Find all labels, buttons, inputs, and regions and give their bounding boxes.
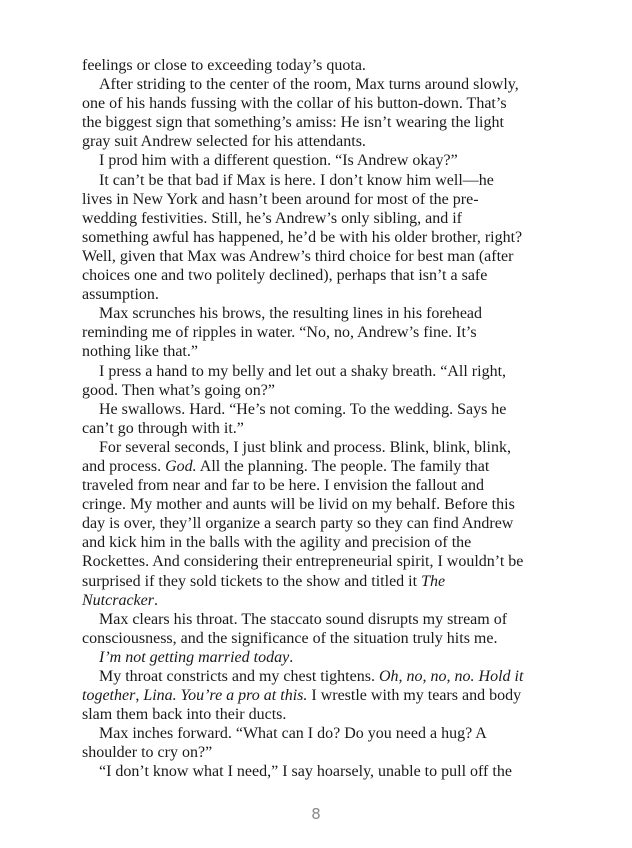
text-segment: gray suit Andrew selected for his attendants. — [82, 133, 366, 151]
text-line — [82, 743, 562, 762]
text-line — [82, 381, 562, 400]
text-line — [82, 514, 562, 533]
text-line — [82, 629, 562, 648]
text-line — [82, 266, 562, 285]
text-segment: lives in New York and hasn’t been around for most of the pre- — [82, 190, 479, 208]
text-line — [82, 610, 562, 629]
text-segment: , — [135, 687, 144, 705]
text-line — [82, 552, 562, 571]
text-segment: choices one and two politely declined), perhaps that isn’t a safe — [82, 267, 488, 285]
text-segment: He swallows. Hard. “He’s not coming. To the wedding. Says he — [99, 400, 507, 418]
text-line — [82, 56, 562, 75]
text-segment: After striding to the center of the room, Max turns around slowly, — [99, 76, 519, 94]
text-segment: slam them back into their ducts. — [82, 706, 287, 724]
text-line — [82, 572, 562, 591]
text-line — [82, 113, 562, 132]
text-line — [82, 94, 562, 113]
text-segment: shoulder to cry on?” — [82, 744, 213, 762]
text-segment: and process. — [82, 457, 166, 475]
italic-text: The — [421, 572, 446, 590]
text-segment: Well, given that Max was Andrew’s third choice for best man (after — [82, 247, 514, 265]
text-segment: . — [289, 648, 294, 666]
text-line — [82, 75, 562, 94]
text-line — [82, 686, 562, 705]
text-segment: surprised if they sold tickets to the show and titled it — [82, 572, 422, 590]
text-segment: and kick him in the balls with the agility and precision of the — [82, 534, 472, 552]
text-line — [82, 667, 562, 686]
text-segment: Max scrunches his brows, the resulting lines in his forehead — [99, 305, 483, 323]
text-line — [82, 285, 562, 304]
text-segment: I prod him with a different question. “Is Andrew okay?” — [99, 152, 458, 170]
text-line — [82, 419, 562, 438]
text-segment: I wrestle with my tears and body — [307, 687, 522, 705]
text-segment: reminding me of ripples in water. “No, no, Andrew’s fine. It’s — [82, 324, 477, 342]
text-line — [82, 533, 562, 552]
text-line — [82, 762, 562, 781]
text-line — [82, 190, 562, 209]
page-number: 8 — [311, 805, 321, 823]
text-line — [82, 171, 562, 190]
text-line — [82, 304, 562, 323]
text-segment: cringe. My mother and aunts will be livid on my behalf. Before this — [82, 496, 515, 514]
text-segment: something awful has happened, he’d be with his older brother, right? — [82, 228, 523, 246]
text-line — [82, 400, 562, 419]
text-segment: All the planning. The people. The family that — [196, 457, 490, 475]
text-line — [82, 495, 562, 514]
text-line — [82, 151, 562, 170]
text-segment: wedding festivities. Still, he’s Andrew’s only sibling, and if — [82, 209, 462, 227]
text-line — [82, 362, 562, 381]
text-line — [82, 457, 562, 476]
text-segment: assumption. — [82, 286, 159, 304]
text-line — [82, 247, 562, 266]
text-segment: day is over, they’ll organize a search party so they can find Andrew — [82, 515, 514, 533]
italic-text: Nutcracker — [82, 591, 154, 609]
text-line — [82, 209, 562, 228]
text-segment: My throat constricts and my chest tightens. — [99, 668, 379, 685]
italic-text: together — [82, 687, 136, 705]
italic-text: God. — [165, 457, 197, 475]
text-line — [82, 323, 562, 342]
text-line — [82, 591, 562, 610]
text-line — [82, 648, 562, 667]
text-segment: consciousness, and the significance of the situation truly hits me. — [82, 629, 498, 647]
italic-text: Lina. You’re a pro at this. — [143, 687, 308, 705]
page-body — [82, 56, 562, 782]
text-line — [82, 228, 562, 247]
italic-text: I’m not getting married today — [99, 648, 290, 666]
text-segment: nothing like that.” — [82, 343, 198, 361]
text-segment: “I don’t know what I need,” I say hoarsely, unable to pull off the — [99, 763, 512, 781]
text-segment: Max inches forward. “What can I do? Do you need a hug? A — [99, 725, 487, 743]
text-segment: can’t go through with it.” — [82, 419, 244, 437]
italic-text: Oh, no, no, no. Hold it — [378, 668, 524, 685]
text-segment: For several seconds, I just blink and process. Blink, blink, blink, — [99, 438, 511, 456]
text-line — [82, 132, 562, 151]
text-line — [82, 476, 562, 495]
text-segment: one of his hands fussing with the collar of his button-down. That’s — [82, 95, 507, 113]
text-segment: Max clears his throat. The staccato sound disrupts my stream of — [99, 610, 508, 628]
text-segment: the biggest sign that something’s amiss: He isn’t wearing the light — [82, 114, 504, 132]
text-segment: traveled from near and far to be here. I envision the fallout and — [82, 477, 485, 495]
text-segment: good. Then what’s going on?” — [82, 381, 276, 399]
text-segment: It can’t be that bad if Max is here. I don’t know him well—he — [99, 171, 494, 189]
text-line — [82, 724, 562, 743]
text-line — [82, 438, 562, 457]
text-line — [82, 705, 562, 724]
text-segment: I press a hand to my belly and let out a shaky breath. “All right, — [99, 362, 507, 380]
text-segment: . — [153, 591, 158, 609]
text-line — [82, 342, 562, 361]
text-segment: Rockettes. And considering their entrepreneurial spirit, I wouldn’t be — [82, 553, 524, 571]
text-segment: feelings or close to exceeding today’s quota. — [82, 57, 366, 74]
